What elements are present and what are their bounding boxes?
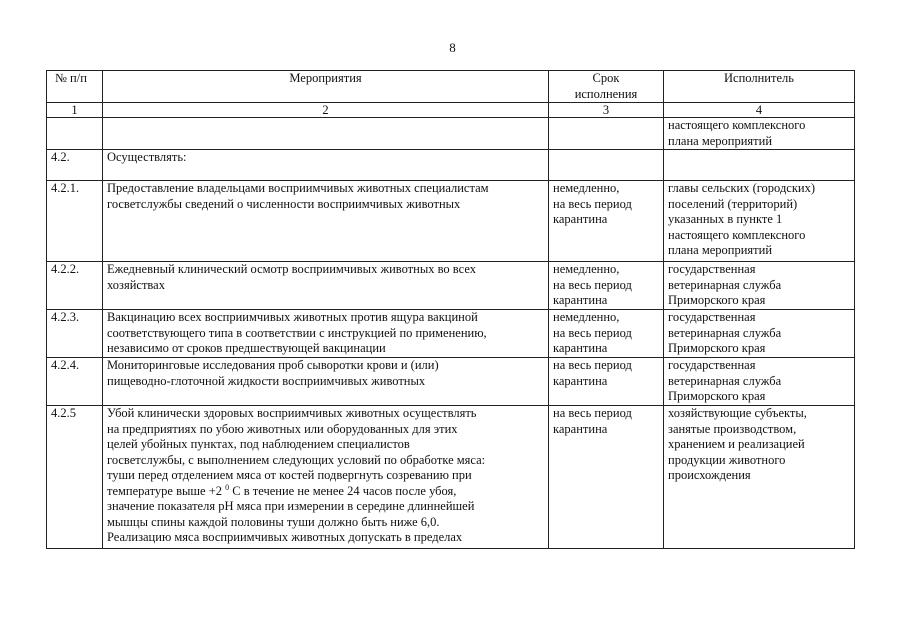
term-cell-line: на весь период [553, 406, 632, 420]
executor-cell-line: продукции животного [668, 452, 786, 467]
row-number [47, 118, 103, 150]
row-number: 4.2.2. [47, 262, 103, 310]
executor-cell [664, 358, 855, 406]
term-cell-line: немедленно, [553, 181, 620, 195]
executor-cell [664, 262, 855, 310]
measure-cell [103, 181, 549, 262]
table-row [47, 150, 855, 181]
executor-cell-line: настоящего комплексного [668, 118, 806, 132]
executor-cell-line: занятые производством, [668, 421, 797, 436]
executor-cell-line: Приморского края [668, 293, 766, 307]
header-measures: Мероприятия [103, 71, 549, 103]
measure-cell-line: значение показателя pH мяса при измерении в середине длиннейшей [107, 499, 475, 513]
table-row [47, 118, 855, 150]
temperature-text: С в течение не менее 24 часов после убоя, [232, 483, 457, 498]
measure-cell-line: хозяйствах [107, 277, 165, 292]
measure-cell-line: Реализацию мяса восприимчивых животных допускать в пределах [107, 530, 463, 544]
executor-cell-line: государственная [668, 262, 756, 276]
measure-cell-line: целей убойных пунктах, под наблюдением специалистов [107, 437, 410, 451]
measure-cell [103, 262, 549, 310]
term-cell-line: на весь период [553, 196, 632, 211]
executor-cell-line: настоящего комплексного [668, 227, 806, 242]
measure-cell-line: госветслужбы, с выполнением следующих условий по обработке мяса: [107, 452, 486, 467]
column-number: 2 [103, 103, 549, 118]
table-row [47, 406, 855, 549]
measure-cell-line: Ежедневный клинический осмотр восприимчивых животных во всех [107, 262, 476, 276]
executor-cell-line: главы сельских (городских) [668, 181, 816, 195]
term-cell [549, 118, 664, 150]
executor-cell-line: ветеринарная служба [668, 277, 782, 292]
measure-cell-line: Вакцинацию всех восприимчивых животных против ящура вакциной [107, 310, 478, 324]
header-term-line: исполнения [574, 86, 638, 101]
measure-cell [103, 406, 549, 549]
term-cell [549, 181, 664, 262]
executor-cell-line: Приморского края [668, 341, 766, 355]
measure-cell [103, 118, 549, 150]
table-row [47, 181, 855, 262]
temperature-text: температуре выше +2 [107, 483, 223, 498]
measure-cell-line: Осуществлять: [107, 150, 187, 164]
row-number: 4.2.1. [47, 181, 103, 262]
executor-cell [664, 181, 855, 262]
measure-cell-line: пищеводно-глоточной жидкости восприимчивых животных [107, 373, 426, 388]
executor-cell-line: указанных в пункте 1 [668, 212, 783, 226]
executor-cell [664, 118, 855, 150]
measure-cell-line: мышцы спины каждой половины туши должно быть ниже 6,0. [107, 514, 440, 529]
measure-cell-line: туши перед отделением мяса от костей подвергнуть созреванию при [107, 468, 472, 482]
table-row [47, 358, 855, 406]
executor-cell-line: происхождения [668, 468, 751, 482]
measure-cell [103, 310, 549, 358]
table-row [47, 310, 855, 358]
header-num: № п/п [47, 71, 103, 103]
term-cell-line: карантина [553, 293, 608, 307]
executor-cell [664, 406, 855, 549]
term-cell-line: на весь период [553, 277, 632, 292]
executor-cell-line: государственная [668, 310, 756, 324]
row-number: 4.2.5 [47, 406, 103, 549]
column-number: 4 [664, 103, 855, 118]
table-row [47, 262, 855, 310]
measures-table [46, 70, 855, 549]
executor-cell-line: хранением и реализацией [668, 437, 805, 451]
table-header-row [47, 71, 855, 103]
header-term-line: Срок [592, 71, 620, 85]
header-term [549, 71, 664, 103]
executor-cell-line: государственная [668, 358, 756, 372]
executor-cell-line: плана мероприятий [668, 243, 773, 257]
column-number-row [47, 103, 855, 118]
term-cell-line: карантина [553, 341, 608, 355]
term-cell-line: карантина [553, 421, 608, 436]
term-cell [549, 358, 664, 406]
row-number: 4.2. [47, 150, 103, 181]
measure-cell [103, 358, 549, 406]
executor-cell-line: хозяйствующие субъекты, [668, 406, 807, 420]
row-number: 4.2.4. [47, 358, 103, 406]
executor-cell [664, 150, 855, 181]
measure-cell-line: Убой клинически здоровых восприимчивых животных осуществлять [107, 406, 477, 420]
measure-cell-line: Мониторинговые исследования проб сыворотки крови и (или) [107, 358, 439, 372]
executor-cell-line: ветеринарная служба [668, 373, 782, 388]
term-cell [549, 310, 664, 358]
page-number: 8 [449, 40, 456, 55]
term-cell-line: немедленно, [553, 310, 620, 324]
executor-cell-line: ветеринарная служба [668, 325, 782, 340]
executor-cell-line: плана мероприятий [668, 133, 773, 148]
measure-cell-line: соответствующего типа в соответствии с инструкцией по применению, [107, 325, 487, 340]
measure-cell-line: Предоставление владельцами восприимчивых животных специалистам [107, 181, 489, 195]
executor-cell [664, 310, 855, 358]
degree-superscript: 0 [225, 482, 230, 492]
row-number: 4.2.3. [47, 310, 103, 358]
term-cell-line: на весь период [553, 358, 632, 372]
measure-cell-line: госветслужбы сведений о численности восприимчивых животных [107, 196, 461, 211]
measure-cell-line [107, 484, 544, 500]
measure-cell [103, 150, 549, 181]
column-number: 3 [549, 103, 664, 118]
executor-cell-line: поселений (территорий) [668, 196, 798, 211]
measure-cell-line: независимо от сроков предшествующей вакцинации [107, 341, 386, 355]
term-cell [549, 406, 664, 549]
term-cell [549, 150, 664, 181]
term-cell-line: на весь период [553, 325, 632, 340]
term-cell-line: карантина [553, 212, 608, 226]
term-cell [549, 262, 664, 310]
column-number: 1 [47, 103, 103, 118]
executor-cell-line: Приморского края [668, 389, 766, 403]
measure-cell-line: на предприятиях по убою животных или оборудованных для этих [107, 421, 458, 436]
header-executor: Исполнитель [664, 71, 855, 103]
term-cell-line: немедленно, [553, 262, 620, 276]
term-cell-line: карантина [553, 373, 608, 388]
